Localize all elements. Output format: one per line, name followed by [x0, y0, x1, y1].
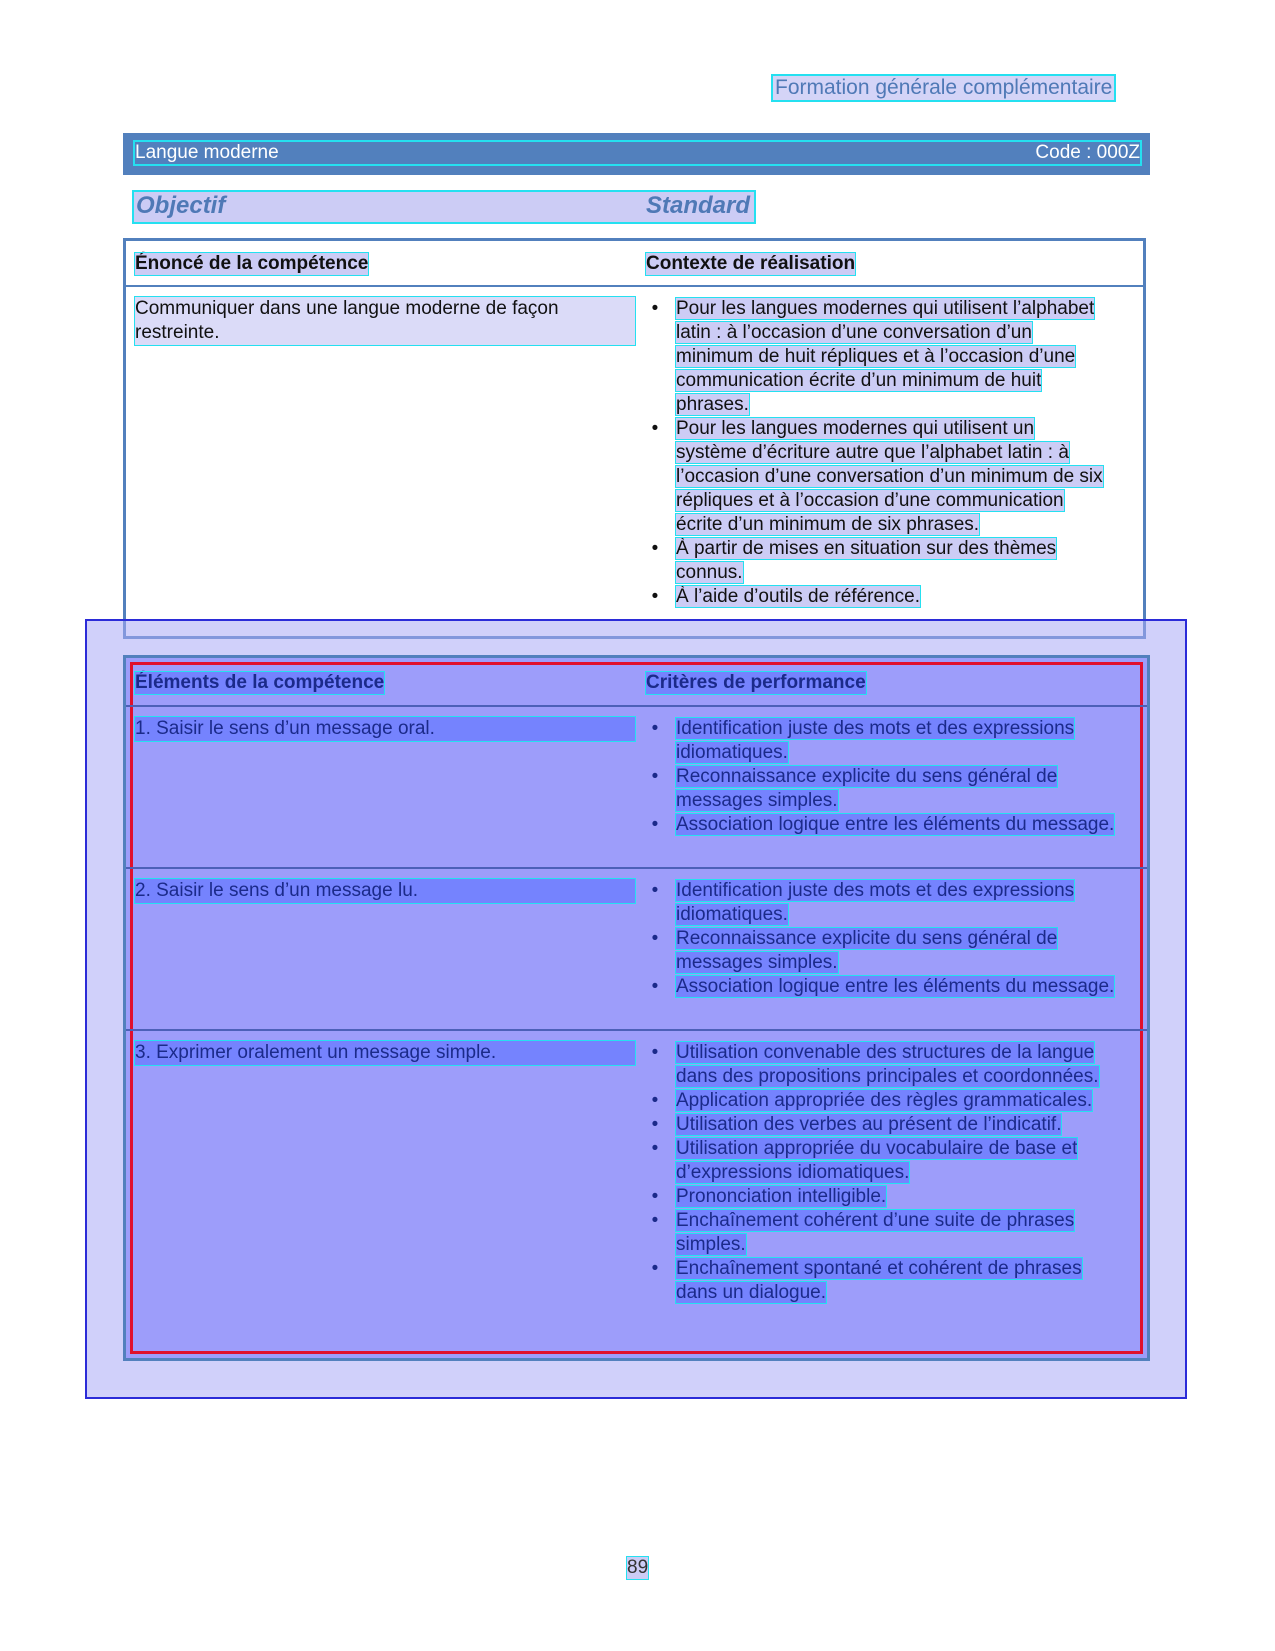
bullet-icon: • — [651, 1186, 659, 1207]
bullet-icon: • — [651, 976, 659, 997]
list-item: • À l’aide d’outils de référence. — [646, 585, 1106, 609]
list-item: • Identification juste des mots et des expressions idiomatiques. — [646, 717, 1116, 765]
list-item: • Pour les langues modernes qui utilisent un système d’écriture autre que l’alphabet latin : à l’occasion d’une conversation d’un minimum de six répliques et à l’occasion d’une communication écrite d’un minimum de six phrases. — [646, 417, 1106, 537]
subject-title: Langue moderne — [135, 142, 279, 163]
bullet-icon: • — [651, 538, 659, 559]
bullet-icon: • — [651, 298, 659, 319]
element-text: 3. Exprimer oralement un message simple. — [135, 1041, 635, 1065]
list-item: • Association logique entre les éléments du message. — [646, 813, 1116, 837]
section-title-standard: Standard — [646, 192, 751, 219]
performance-table — [123, 655, 1150, 1361]
bullet-icon: • — [651, 586, 659, 607]
list-item: • Prononciation intelligible. — [646, 1185, 1116, 1209]
criteria-list — [646, 879, 1116, 999]
list-item: • Pour les langues modernes qui utilisent l’alphabet latin : à l’occasion d’une conversation d’un minimum de huit répliques et à l’occasion d’une communication écrite d’un minimum de huit phrases. — [646, 297, 1106, 417]
bullet-icon: • — [651, 928, 659, 949]
list-item: • Association logique entre les éléments du message. — [646, 975, 1116, 999]
list-item: • Enchaînement cohérent d’une suite de phrases simples. — [646, 1209, 1116, 1257]
bullet-icon: • — [651, 880, 659, 901]
title-bar — [123, 133, 1150, 175]
column-header-elements: Éléments de la compétence — [135, 672, 385, 693]
bullet-icon: • — [651, 814, 659, 835]
enonce-text: Communiquer dans une langue moderne de façon restreinte. — [135, 297, 635, 345]
column-header-criteres: Critères de performance — [646, 672, 866, 693]
contexte-list — [646, 297, 1106, 609]
list-item: • Identification juste des mots et des expressions idiomatiques. — [646, 879, 1116, 927]
table-row — [126, 707, 1147, 869]
section-title-objectif: Objectif — [136, 192, 226, 219]
bullet-icon: • — [651, 1090, 659, 1111]
performance-table-header — [126, 658, 1147, 707]
list-item: • Enchaînement spontané et cohérent de phrases dans un dialogue. — [646, 1257, 1116, 1305]
criteria-list — [646, 717, 1116, 837]
list-item: • Application appropriée des règles grammaticales. — [646, 1089, 1116, 1113]
bullet-icon: • — [651, 718, 659, 739]
list-item: • Utilisation convenable des structures de la langue dans des propositions principales et coordonnées. — [646, 1041, 1116, 1089]
list-item: • Utilisation des verbes au présent de l’indicatif. — [646, 1113, 1116, 1137]
list-item: • Reconnaissance explicite du sens général de messages simples. — [646, 765, 1116, 813]
bullet-icon: • — [651, 1138, 659, 1159]
bullet-icon: • — [651, 766, 659, 787]
list-item: • Reconnaissance explicite du sens général de messages simples. — [646, 927, 1116, 975]
bullet-icon: • — [651, 1210, 659, 1231]
bullet-icon: • — [651, 1258, 659, 1279]
bullet-icon: • — [651, 418, 659, 439]
criteria-list — [646, 1041, 1116, 1305]
element-text: 1. Saisir le sens d’un message oral. — [135, 717, 635, 741]
table-row — [126, 869, 1147, 1031]
page-number: 89 — [627, 1557, 649, 1578]
section-titles — [134, 192, 754, 222]
table-row — [126, 1031, 1147, 1358]
column-header-enonce: Énoncé de la compétence — [135, 253, 369, 274]
list-item: • À partir de mises en situation sur des thèmes connus. — [646, 537, 1106, 585]
course-code: Code : 000Z — [1035, 142, 1140, 163]
competence-table — [123, 238, 1146, 639]
element-text: 2. Saisir le sens d’un message lu. — [135, 879, 635, 903]
running-header: Formation générale complémentaire — [775, 76, 1113, 99]
bullet-icon: • — [651, 1114, 659, 1135]
column-header-contexte: Contexte de réalisation — [646, 253, 856, 274]
list-item: • Utilisation appropriée du vocabulaire de base et d’expressions idiomatiques. — [646, 1137, 1116, 1185]
bullet-icon: • — [651, 1042, 659, 1063]
competence-table-header — [126, 241, 1143, 287]
